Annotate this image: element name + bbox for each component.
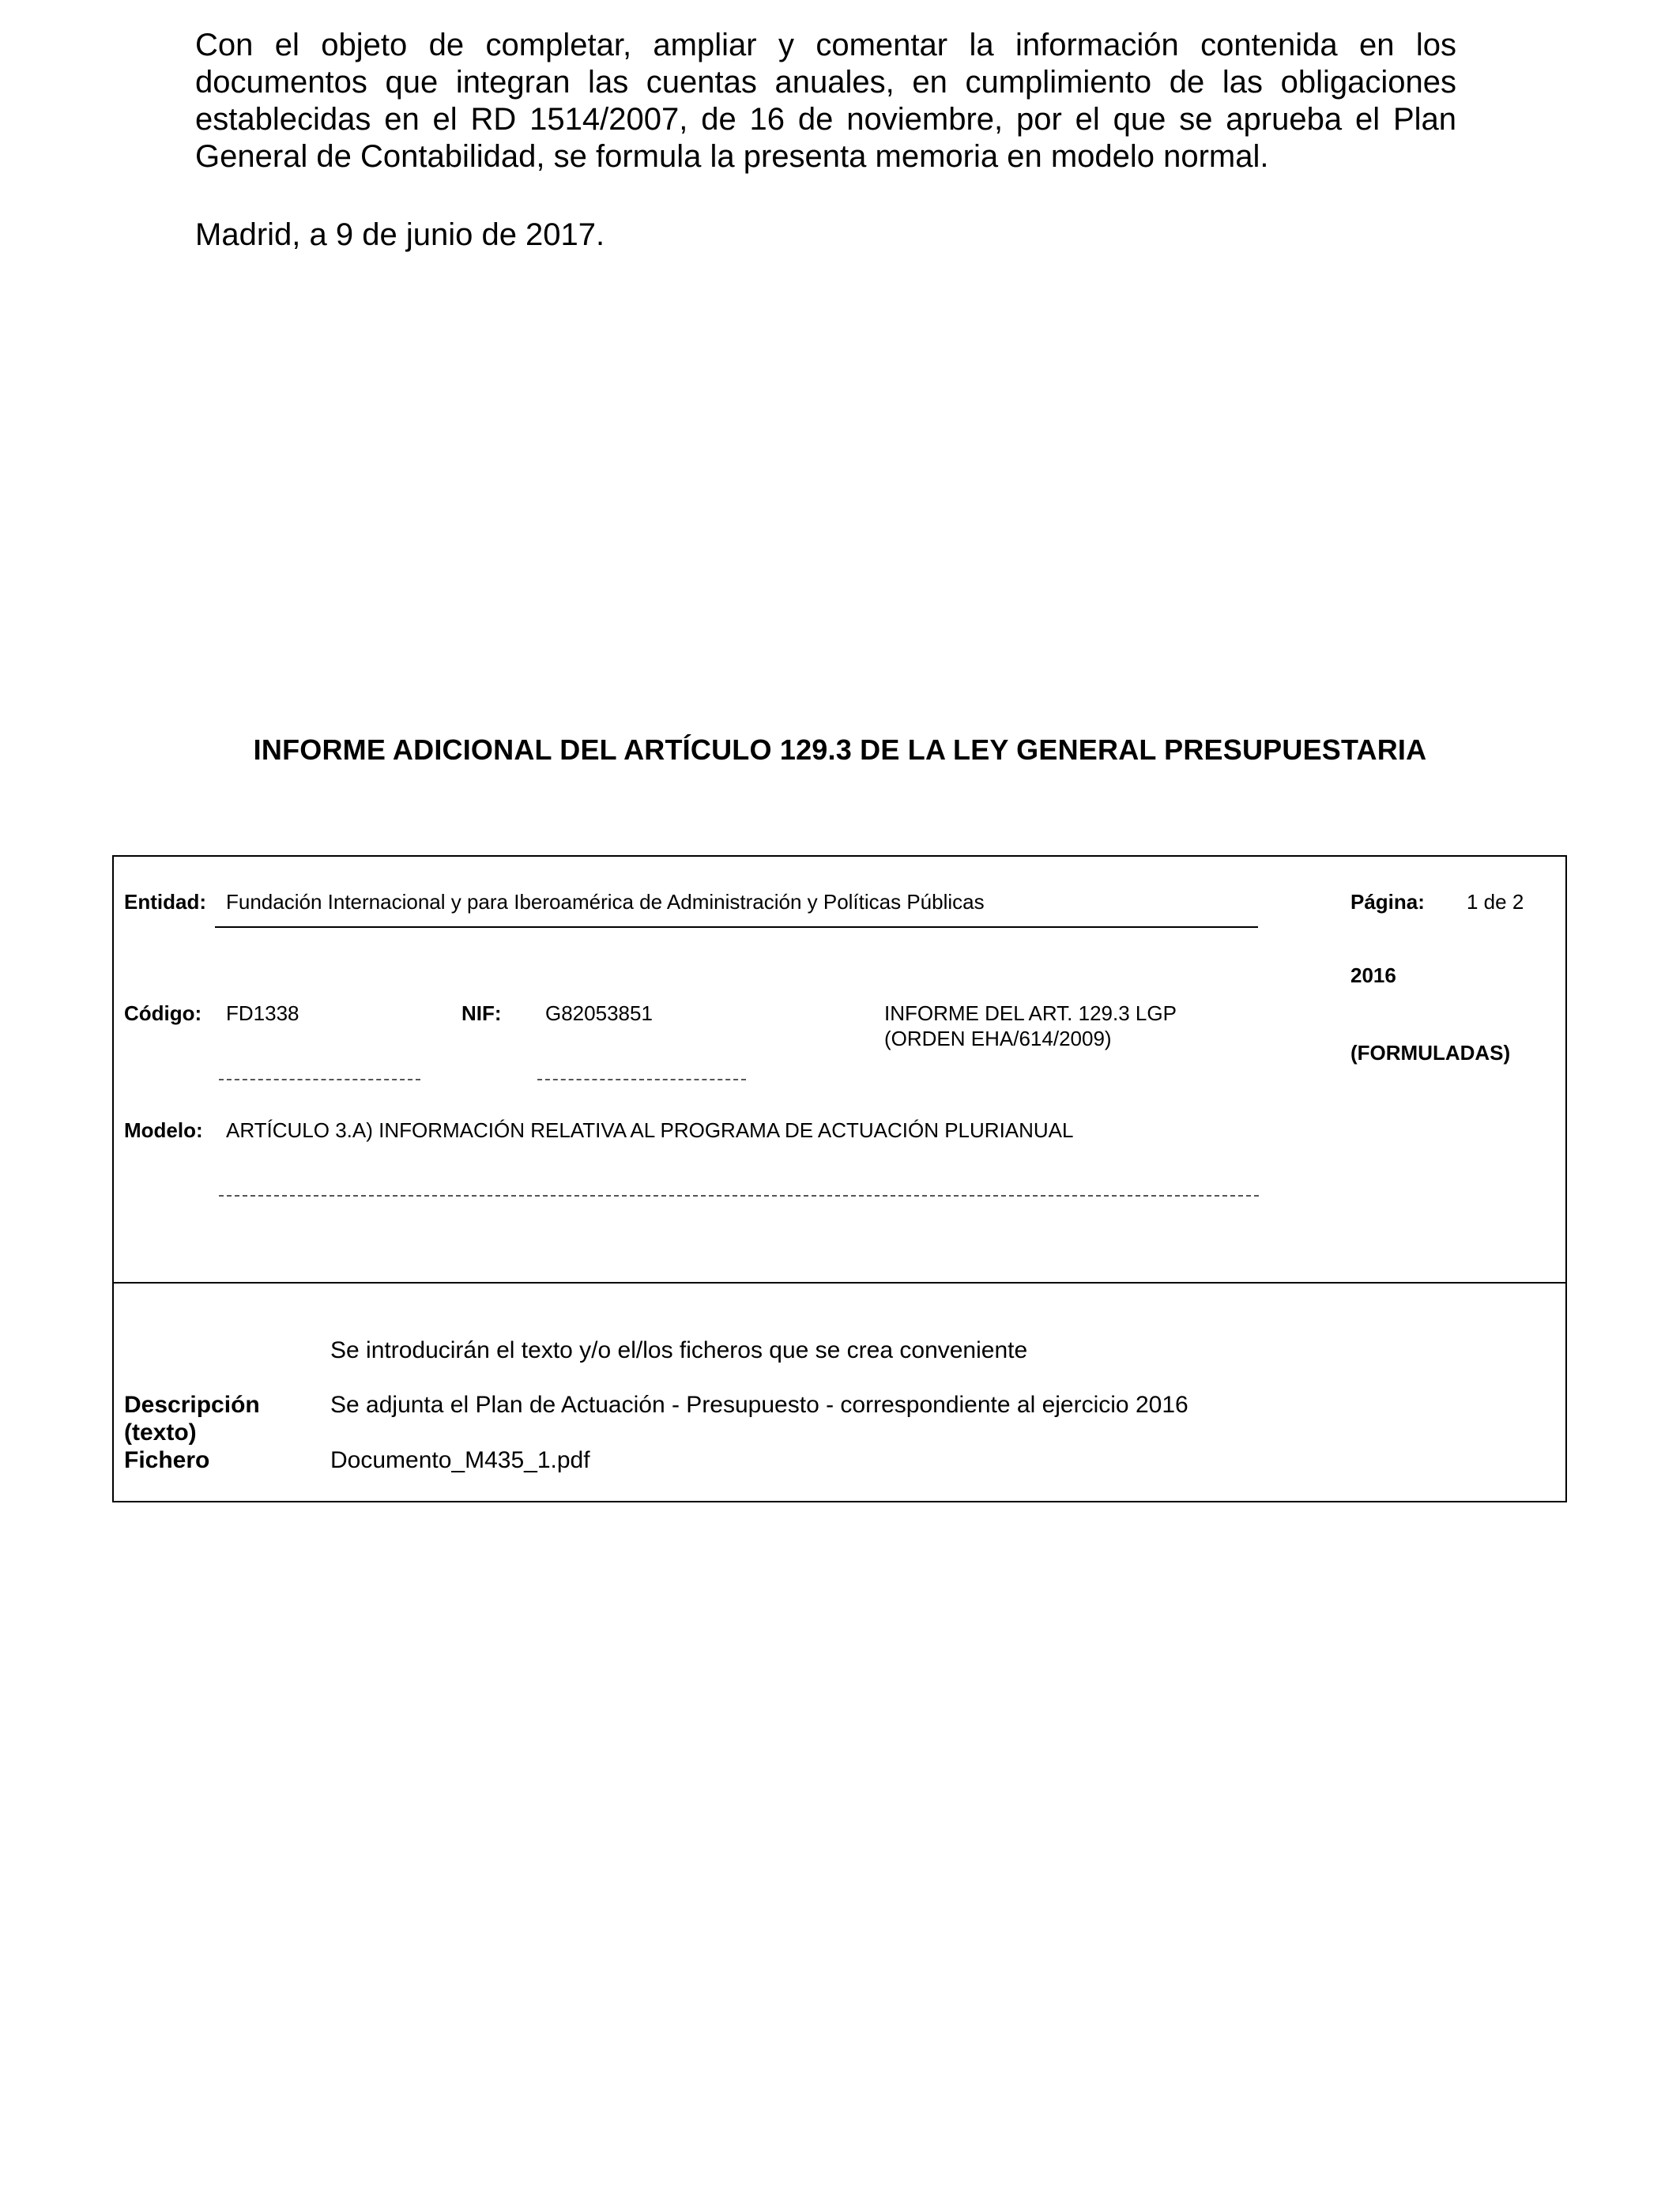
modelo-underline (219, 1195, 1259, 1197)
entidad-label: Entidad: (124, 890, 206, 914)
intro-paragraph: Con el objeto de completar, ampliar y comentar la información contenida en los documentos que integran las cuentas anuales, en cumplimiento de las obligaciones establecidas en el RD 1514/2007, de 16 de noviembre, por el que se aprueba el Plan General de Contabilidad, se formula la presenta memoria en modelo normal. (195, 28, 1456, 174)
modelo-label: Modelo: (124, 1118, 203, 1142)
pagina-label: Página: (1350, 890, 1425, 914)
status-value: (FORMULADAS) (1350, 1041, 1511, 1065)
codigo-label: Código: (124, 1001, 202, 1025)
nif-value: G82053851 (545, 1001, 653, 1025)
entidad-value: Fundación Internacional y para Iberoamérica de Administración y Políticas Públicas (226, 890, 985, 914)
form-divider (112, 1282, 1567, 1284)
fichero-value: Documento_M435_1.pdf (330, 1447, 590, 1473)
date-line: Madrid, a 9 de junio de 2017. (195, 217, 605, 252)
descripcion-value: Se adjunta el Plan de Actuación - Presupuesto - correspondiente al ejercicio 2016 (330, 1392, 1188, 1418)
modelo-value: ARTÍCULO 3.A) INFORMACIÓN RELATIVA AL PROGRAMA DE ACTUACIÓN PLURIANUAL (226, 1118, 1074, 1142)
nif-label: NIF: (461, 1001, 502, 1025)
nif-underline (537, 1079, 746, 1080)
entidad-underline (215, 926, 1258, 928)
codigo-underline (219, 1079, 420, 1080)
texto-label: (texto) (124, 1419, 197, 1446)
informe-line-2: (ORDEN EHA/614/2009) (884, 1027, 1112, 1050)
descripcion-label: Descripción (124, 1392, 260, 1418)
informe-line-1: INFORME DEL ART. 129.3 LGP (884, 1001, 1177, 1025)
year-value: 2016 (1350, 963, 1396, 987)
instruction-text: Se introducirán el texto y/o el/los ficheros que se crea conveniente (330, 1337, 1028, 1363)
report-title: INFORME ADICIONAL DEL ARTÍCULO 129.3 DE LA LEY GENERAL PRESUPUESTARIA (253, 733, 1427, 766)
fichero-label: Fichero (124, 1447, 210, 1473)
pagina-value: 1 de 2 (1467, 890, 1524, 914)
codigo-value: FD1338 (226, 1001, 299, 1025)
